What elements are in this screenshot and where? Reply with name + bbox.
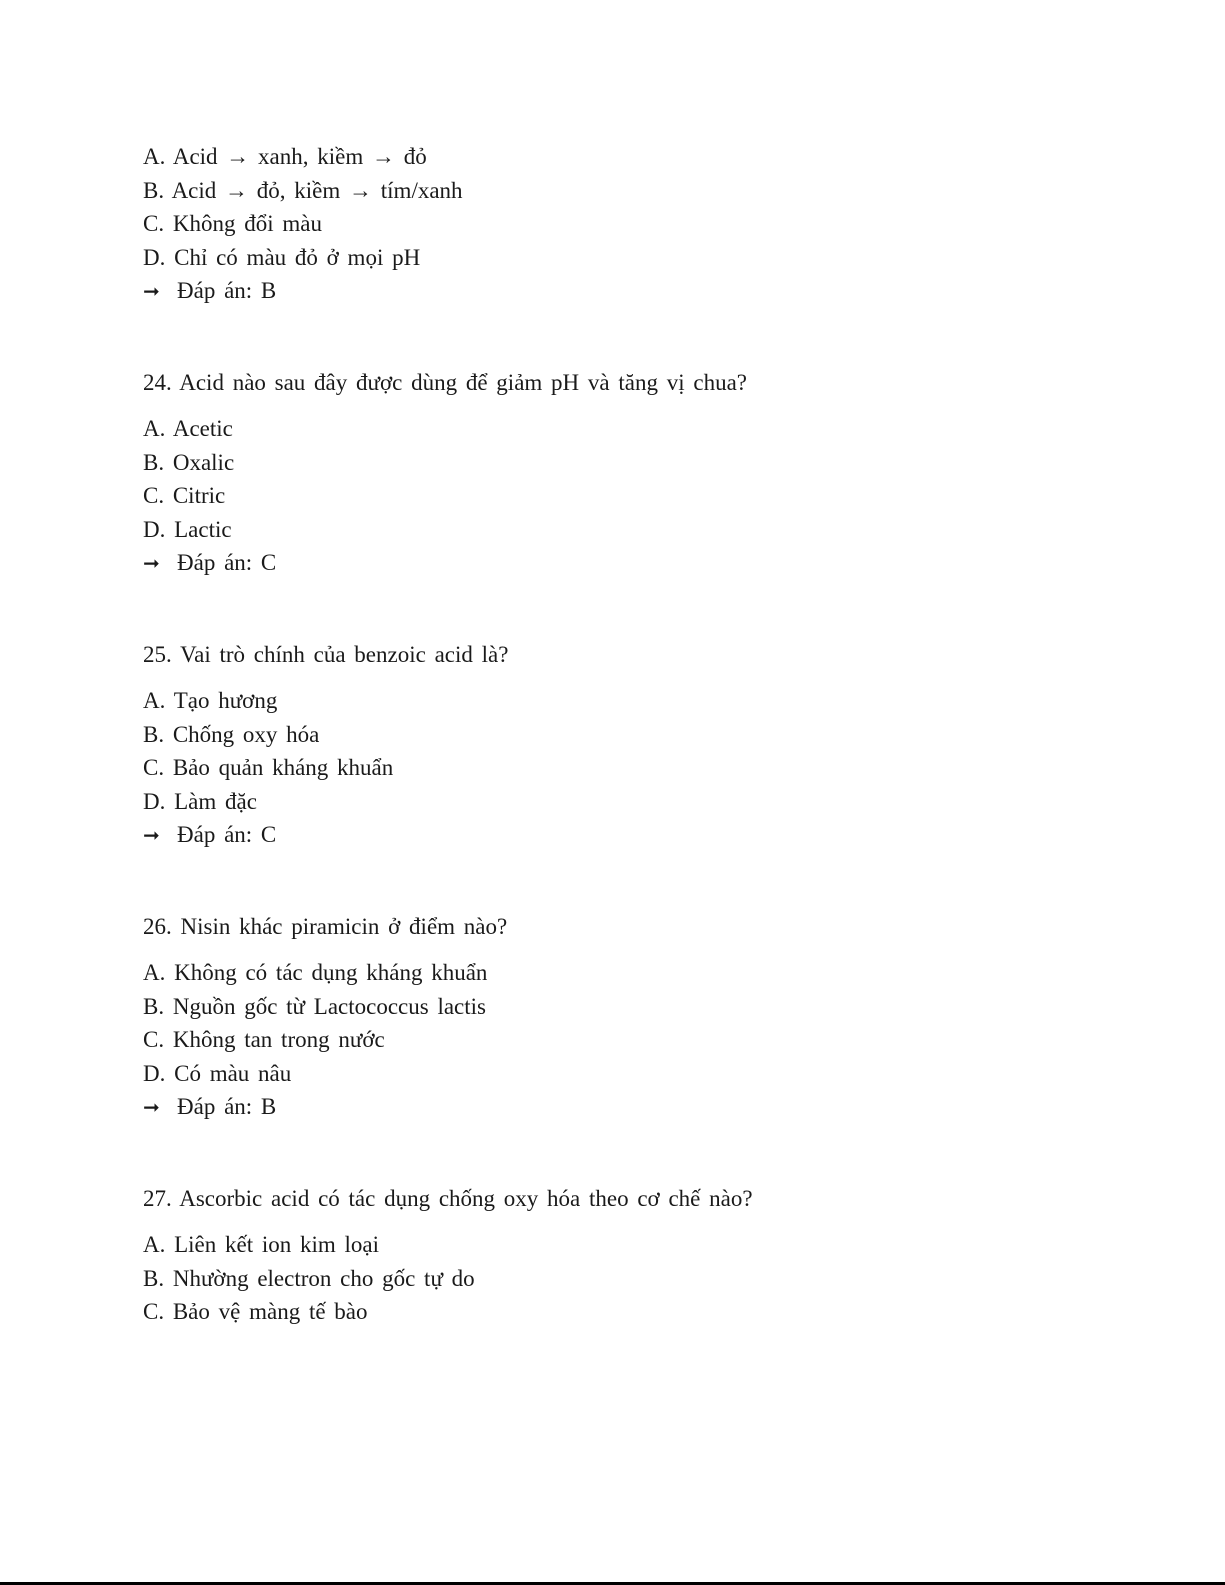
option-c: C. Citric	[143, 483, 226, 508]
answer-line	[143, 818, 1103, 852]
option-c: C. Bảo vệ màng tế bào	[143, 1299, 368, 1324]
option-c: C. Không tan trong nước	[143, 1027, 385, 1052]
right-arrow-icon: ➞	[143, 279, 160, 303]
option-c: C. Không đổi màu	[143, 211, 322, 236]
option-a: A. Acid → xanh, kiềm → đỏ	[143, 144, 427, 169]
answer-text: Đáp án: C	[177, 822, 277, 847]
option-b: B. Nhường electron cho gốc tự do	[143, 1265, 475, 1291]
question-text: 27. Ascorbic acid có tác dụng chống oxy hóa theo cơ chế nào?	[143, 1185, 753, 1211]
option-a: A. Không có tác dụng kháng khuẩn	[143, 960, 488, 985]
question-text: 26. Nisin khác piramicin ở điểm nào?	[143, 913, 508, 939]
question-block	[143, 638, 1103, 852]
option-b: B. Nguồn gốc từ Lactococcus lactis	[143, 993, 486, 1019]
answer-text: Đáp án: B	[177, 1094, 277, 1119]
option-d: D. Chỉ có màu đỏ ở mọi pH	[143, 244, 421, 270]
option-a: A. Acetic	[143, 416, 233, 441]
question-block	[143, 1182, 1103, 1329]
option-b: B. Acid → đỏ, kiềm → tím/xanh	[143, 177, 463, 203]
question-block	[143, 366, 1103, 580]
question-text: 25. Vai trò chính của benzoic acid là?	[143, 641, 509, 667]
answer-line	[143, 274, 1103, 308]
right-arrow-icon: ➞	[143, 551, 160, 575]
question-block	[143, 910, 1103, 1124]
document-page	[143, 140, 1103, 1329]
right-arrow-icon: ➞	[143, 823, 160, 847]
answer-text: Đáp án: C	[177, 550, 277, 575]
option-d: D. Có màu nâu	[143, 1060, 292, 1086]
option-a: A. Tạo hương	[143, 688, 278, 713]
option-c: C. Bảo quản kháng khuẩn	[143, 755, 394, 780]
option-d: D. Làm đặc	[143, 788, 257, 814]
answer-text: Đáp án: B	[177, 278, 277, 303]
answer-line	[143, 546, 1103, 580]
option-a: A. Liên kết ion kim loại	[143, 1232, 380, 1257]
option-b: B. Oxalic	[143, 449, 235, 475]
option-d: D. Lactic	[143, 516, 232, 542]
answer-line	[143, 1090, 1103, 1124]
question-text: 24. Acid nào sau đây được dùng để giảm pH và tăng vị chua?	[143, 369, 747, 395]
right-arrow-icon: ➞	[143, 1095, 160, 1119]
option-b: B. Chống oxy hóa	[143, 721, 320, 747]
question-block	[143, 140, 1103, 308]
